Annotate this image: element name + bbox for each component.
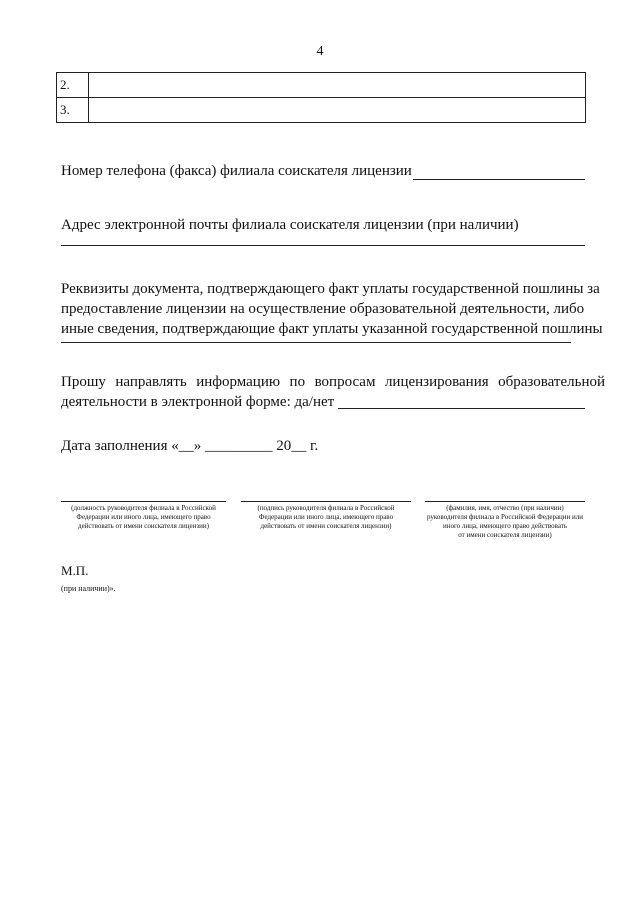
phone-label: Номер телефона (факса) филиала соискателя лицензии <box>61 163 412 179</box>
caption-line: (подпись руководителя филиала в Российской <box>257 504 395 512</box>
row-number: 3. <box>57 98 89 123</box>
request-input-line[interactable] <box>338 408 585 409</box>
stamp-label: М.П. <box>61 563 89 578</box>
caption-line: действовать от имени соискателя лицензии) <box>78 522 209 530</box>
table-row <box>57 73 586 98</box>
payment-line-3: иные сведения, подтверждающие факт уплаты указанной государственной пошлины <box>61 321 603 337</box>
email-label: Адрес электронной почты филиала соискателя лицензии (при наличии) <box>61 217 519 233</box>
applicant-table <box>56 72 586 123</box>
position-caption <box>56 504 231 531</box>
caption-line: иного лица, имеющего право действовать <box>442 522 568 530</box>
fullname-caption <box>413 504 597 540</box>
request-line-2: деятельности в электронной форме: да/нет <box>61 394 335 410</box>
stamp-note: (при наличии)». <box>61 584 116 593</box>
caption-line: (должность руководителя филиала в Российской <box>71 504 216 512</box>
signature-caption <box>238 504 414 531</box>
caption-line: действовать от имени соискателя лицензии) <box>260 522 392 530</box>
row-value-field[interactable] <box>89 98 586 123</box>
table-row <box>57 98 586 123</box>
request-line-1: Прошу направлять информацию по вопросам лицензирования образовательной <box>61 374 605 390</box>
payment-input-line[interactable] <box>61 342 571 343</box>
caption-line: (фамилия, имя, отчество (при наличии) <box>446 504 564 512</box>
signature-line[interactable] <box>241 501 411 502</box>
caption-line: от имени соискателя лицензии) <box>458 531 552 539</box>
row-number: 2. <box>57 73 89 98</box>
date-label: Дата заполнения «__» _________ 20__ г. <box>61 438 319 454</box>
caption-line: Федерации или иного лица, имеющего право <box>76 513 211 521</box>
caption-line: Федерации или иного лица, имеющего право <box>258 513 394 521</box>
payment-line-2: предоставление лицензии на осуществление образовательной деятельности, либо <box>61 301 585 317</box>
email-input-line[interactable] <box>61 245 585 246</box>
caption-line: руководителя филиала в Российской Федерации или <box>426 513 584 521</box>
row-value-field[interactable] <box>89 73 586 98</box>
page-number: 4 <box>316 44 324 59</box>
fullname-line[interactable] <box>425 501 585 502</box>
phone-input-line[interactable] <box>413 179 585 180</box>
position-line[interactable] <box>61 501 226 502</box>
payment-line-1: Реквизиты документа, подтверждающего факт уплаты государственной пошлины за <box>61 281 600 297</box>
